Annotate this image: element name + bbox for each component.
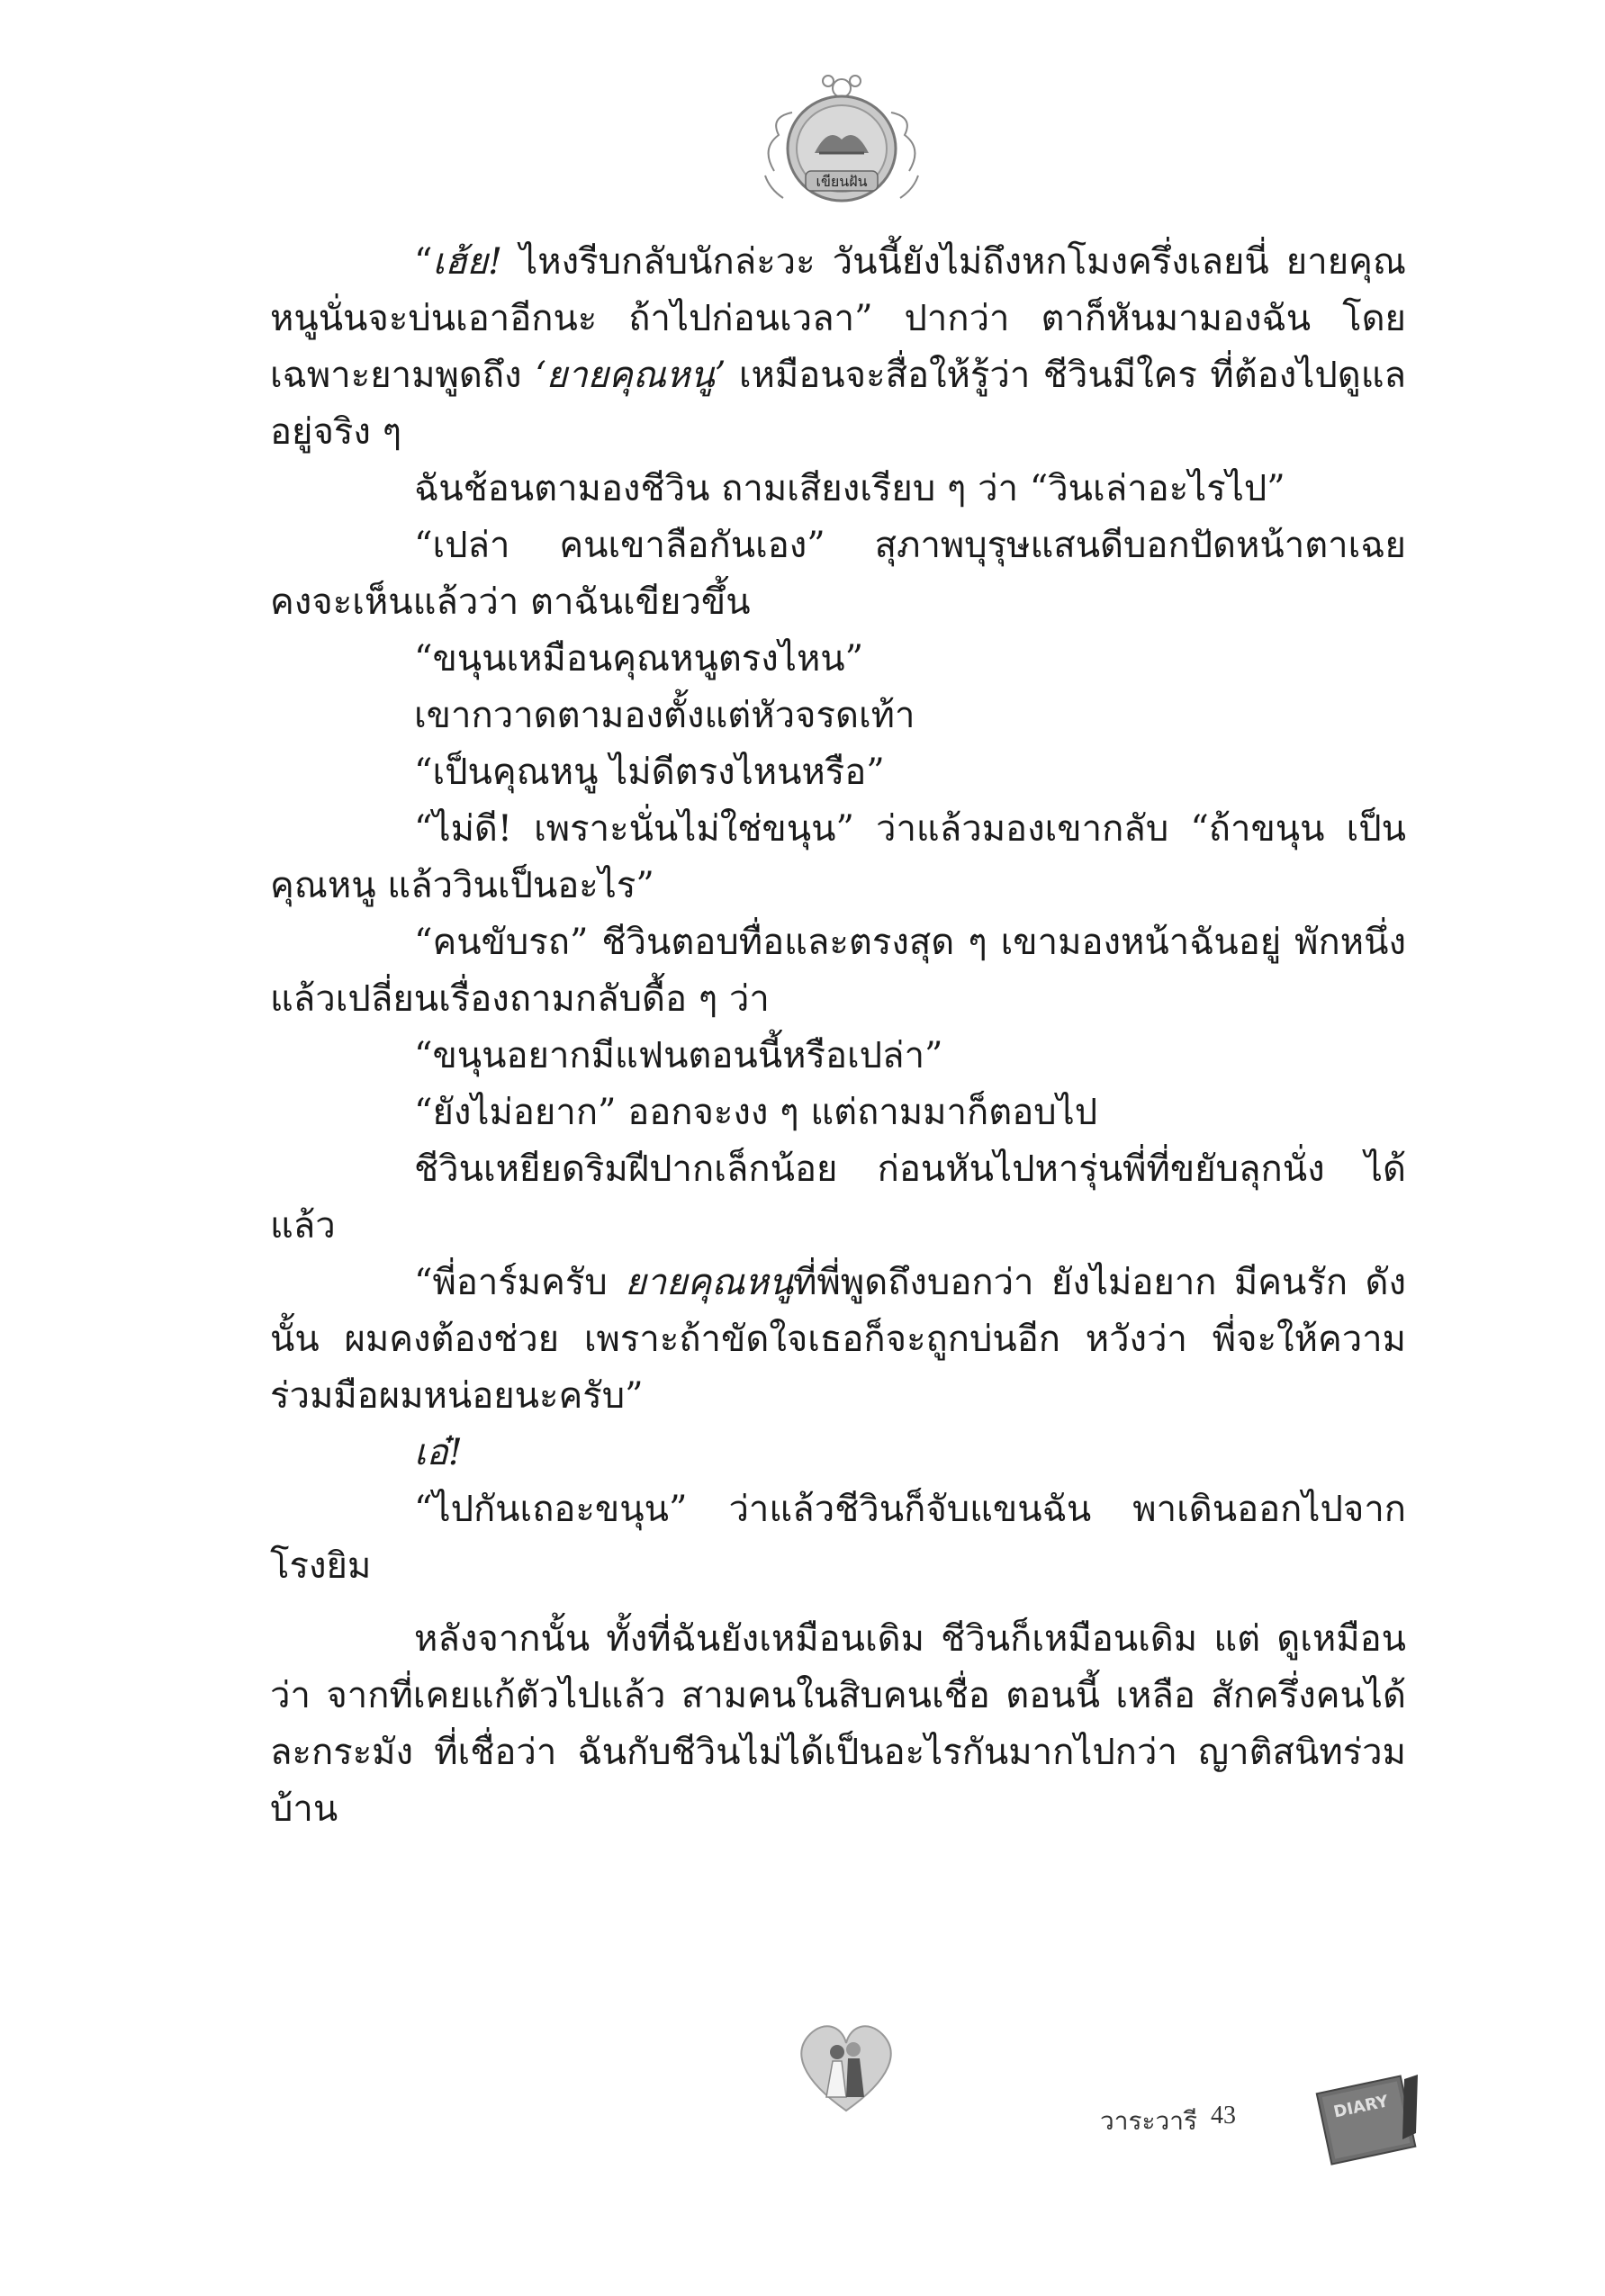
p1-open-quote: “: [414, 241, 433, 283]
paragraph-9: “ขนุนอยากมีแฟนตอนนี้หรือเปล่า”: [414, 1035, 943, 1076]
p1-text: ไหงรีบกลับนักล่ะวะ วันนี้ยังไม่ถึงหกโมงครึ่งเลยนี่ ยายคุณหนูนั่นจะบ่นเอาอีกนะ ถ้าไปก่อนเวลา” ปากว่า ตาก็หันมามองฉัน โดยเฉพาะยามพูดถึง: [270, 241, 1406, 396]
p12-text: “พี่อาร์มครับ: [414, 1262, 626, 1303]
heart-couple-icon: [792, 2012, 900, 2120]
paragraph-10: “ยังไม่อยาก” ออกจะงง ๆ แต่ถามมาก็ตอบไป: [414, 1092, 1098, 1133]
p12-text-end: ที่พี่พูดถึงบอกว่า ยังไม่อยาก มีคนรัก ดังนั้น ผมคงต้องช่วย เพราะถ้าขัดใจเธอก็จะถูกบ่นอีก หวังว่า พี่จะให้ความร่วมมือผมหน่อยนะครับ”: [270, 1262, 1406, 1417]
emblem-text: เขียนฝัน: [816, 173, 868, 190]
story-text: [270, 234, 1406, 1838]
diary-label: DIARY: [1331, 2092, 1391, 2122]
paragraph-8: “คนขับรถ” ชีวินตอบทื่อและตรงสุด ๆ เขามองหน้าฉันอยู่ พักหนึ่ง แล้วเปลี่ยนเรื่องถามกลับดื้อ ๆ ว่า: [270, 922, 1406, 1020]
paragraph-15: หลังจากนั้น ทั้งที่ฉันยังเหมือนเดิม ชีวินก็เหมือนเดิม แต่ ดูเหมือนว่า จากที่เคยแก้ตัวไปแล้ว สามคนในสิบคนเชื่อ ตอนนี้ เหลือ สักครึ่งคนได้ละกระมัง ที่เชื่อว่า ฉันกับชีวินไม่ได้เป็นอะไรกันมากไปกว่า ญาติสนิทร่วมบ้าน: [270, 1618, 1406, 1830]
p12-emphasis: ยายคุณหนู: [625, 1262, 794, 1303]
p13-emphasis: เอ๋!: [414, 1432, 463, 1473]
p1-emphasis: เฮ้ย!: [432, 241, 503, 283]
diary-book-icon: [1310, 2066, 1427, 2174]
paragraph-3: “เปล่า คนเขาลือกันเอง” สุภาพบุรุษแสนดีบอกปัดหน้าตาเฉย คงจะเห็นแล้วว่า ตาฉันเขียวขึ้น: [270, 525, 1406, 623]
paragraph-14: “ไปกันเถอะขนุน” ว่าแล้วชีวินก็จับแขนฉัน พาเดินออกไปจาก โรงยิม: [270, 1489, 1406, 1587]
footer-book-title: วาระวารี: [1100, 2106, 1198, 2136]
page-number: 43: [1211, 2102, 1236, 2129]
header-emblem-logo: [756, 63, 927, 225]
paragraph-12: [270, 1255, 1406, 1425]
paragraph-11: ชีวินเหยียดริมฝีปากเล็กน้อย ก่อนหันไปหารุ่นพี่ที่ขยับลุกนั่ง ได้แล้ว: [270, 1148, 1406, 1247]
paragraph-13: [270, 1425, 1406, 1481]
paragraph-4: “ขนุนเหมือนคุณหนูตรงไหน”: [414, 638, 864, 680]
p1-emphasis-2: ‘ยายคุณหนู’: [535, 355, 726, 396]
p1-text-end: เหมือนจะสื่อให้รู้ว่า ชีวินมีใคร ที่ต้องไปดูแลอยู่จริง ๆ: [270, 355, 1406, 453]
paragraph-1: [270, 234, 1406, 461]
paragraph-7: “ไม่ดี! เพราะนั่นไม่ใช่ขนุน” ว่าแล้วมองเขากลับ “ถ้าขนุน เป็นคุณหนู แล้ววินเป็นอะไร”: [270, 808, 1406, 906]
paragraph-5: เขากวาดตามองตั้งแต่หัวจรดเท้า: [414, 695, 915, 736]
paragraph-2: ฉันช้อนตามองชีวิน ถามเสียงเรียบ ๆ ว่า “วินเล่าอะไรไป”: [414, 468, 1285, 509]
paragraph-6: “เป็นคุณหนู ไม่ดีตรงไหนหรือ”: [414, 752, 885, 793]
